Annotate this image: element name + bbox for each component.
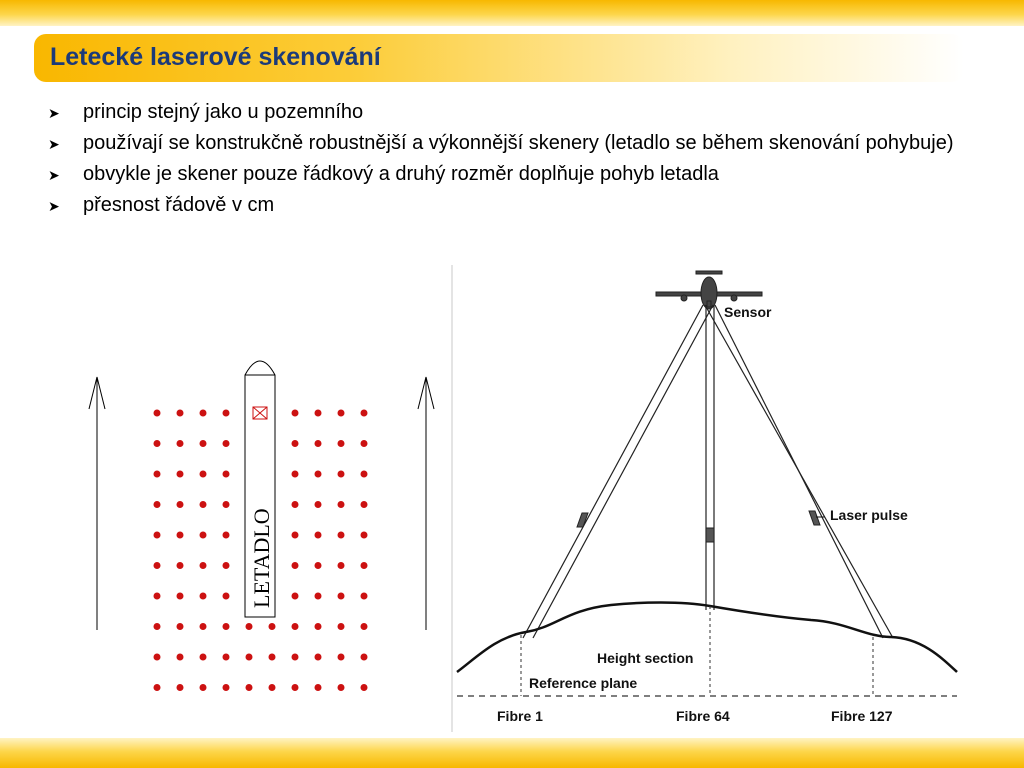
bullet-text: používají se konstrukčně robustnější a výkonnější skenery (letadlo se během skenování pohybuje) — [83, 132, 954, 154]
laser-dot — [338, 562, 345, 569]
laser-dot — [223, 684, 230, 691]
title-bar — [34, 34, 964, 82]
laser-dot — [177, 684, 184, 691]
laser-dot — [177, 471, 184, 478]
bottom-decorative-band — [0, 738, 1024, 768]
laser-dot — [154, 654, 161, 661]
laser-dot — [200, 501, 207, 508]
laser-dot — [246, 684, 253, 691]
laser-dot — [361, 440, 368, 447]
laser-dot — [177, 623, 184, 630]
laser-dot — [177, 593, 184, 600]
laser-dot — [154, 562, 161, 569]
laser-dot — [292, 501, 299, 508]
laser-dot — [223, 471, 230, 478]
plane-label: LETADLO — [249, 508, 274, 608]
laser-dot — [246, 654, 253, 661]
laser-dot — [292, 623, 299, 630]
laser-dot — [315, 623, 322, 630]
laser-dot — [361, 623, 368, 630]
laser-dot — [361, 562, 368, 569]
laser-dot — [315, 562, 322, 569]
height-section-label: Height section — [597, 650, 694, 666]
laser-dot — [361, 684, 368, 691]
laser-dot — [200, 684, 207, 691]
laser-dot — [292, 654, 299, 661]
laser-dot — [177, 410, 184, 417]
laser-dot — [338, 654, 345, 661]
laser-dot — [246, 623, 253, 630]
laser-dot — [154, 623, 161, 630]
laser-dot — [269, 623, 276, 630]
bullet-item — [48, 193, 978, 217]
laser-dot — [154, 532, 161, 539]
slide-title: Letecké laserové skenování — [50, 43, 381, 71]
laser-dot — [223, 501, 230, 508]
laser-dot — [200, 410, 207, 417]
laser-dot — [292, 532, 299, 539]
terrain-profile — [457, 603, 957, 673]
laser-beams — [523, 305, 893, 638]
bullet-item — [48, 100, 978, 124]
laser-dot — [338, 471, 345, 478]
laser-dot — [223, 654, 230, 661]
laser-dot — [200, 440, 207, 447]
laser-dot — [154, 410, 161, 417]
laser-dot — [315, 684, 322, 691]
laser-dot — [177, 654, 184, 661]
bullet-arrow-icon: ➤ — [48, 105, 60, 121]
laser-dot — [338, 501, 345, 508]
reference-plane-label: Reference plane — [529, 675, 638, 691]
laser-dot — [154, 501, 161, 508]
laser-dot — [361, 471, 368, 478]
laser-dot — [292, 684, 299, 691]
laser-dot — [315, 440, 322, 447]
laser-dot — [177, 501, 184, 508]
laser-dot — [200, 532, 207, 539]
laser-dot — [338, 410, 345, 417]
sensor-label: Sensor — [724, 304, 772, 320]
laser-pulse-markers — [577, 511, 820, 542]
laser-dot — [223, 440, 230, 447]
bullet-item — [48, 162, 978, 186]
laser-dot — [292, 471, 299, 478]
laser-dot — [200, 562, 207, 569]
laser-dot — [223, 410, 230, 417]
bullet-list — [48, 100, 978, 224]
sensor-scan-diagram — [451, 265, 967, 732]
laser-dot — [200, 593, 207, 600]
left-direction-arrow — [89, 377, 105, 630]
fibre-1-label: Fibre 1 — [497, 708, 543, 724]
fibre-127-label: Fibre 127 — [831, 708, 893, 724]
laser-dot — [361, 501, 368, 508]
laser-dot — [223, 593, 230, 600]
laser-dot — [200, 654, 207, 661]
laser-dot — [315, 501, 322, 508]
laser-dot — [154, 593, 161, 600]
bullet-text: obvykle je skener pouze řádkový a druhý rozměr doplňuje pohyb letadla — [83, 163, 719, 185]
laser-dot — [338, 684, 345, 691]
laser-dot — [361, 593, 368, 600]
laser-dot — [292, 410, 299, 417]
laser-dot — [223, 562, 230, 569]
bullet-arrow-icon: ➤ — [48, 136, 60, 152]
scanner-icon — [253, 407, 267, 419]
scan-pattern-diagram — [60, 345, 450, 705]
laser-dot — [269, 654, 276, 661]
laser-dot — [200, 623, 207, 630]
laser-dot — [177, 562, 184, 569]
laser-dot — [154, 440, 161, 447]
laser-dot — [361, 654, 368, 661]
laser-dot — [223, 532, 230, 539]
laser-dot — [315, 593, 322, 600]
bullet-arrow-icon: ➤ — [48, 167, 60, 183]
laser-dot — [315, 410, 322, 417]
laser-dot — [361, 532, 368, 539]
laser-dot — [154, 684, 161, 691]
laser-dot — [338, 593, 345, 600]
fibre-64-label: Fibre 64 — [676, 708, 730, 724]
laser-dot — [292, 440, 299, 447]
laser-dot — [292, 593, 299, 600]
laser-pulse-label: Laser pulse — [830, 507, 908, 523]
laser-dot — [338, 623, 345, 630]
top-decorative-band — [0, 0, 1024, 26]
laser-dot — [315, 471, 322, 478]
laser-dot — [361, 410, 368, 417]
laser-dot — [315, 532, 322, 539]
laser-dot — [223, 623, 230, 630]
laser-dot — [177, 440, 184, 447]
laser-dot — [315, 654, 322, 661]
bullet-text: přesnost řádově v cm — [83, 194, 275, 216]
bullet-text: princip stejný jako u pozemního — [83, 101, 364, 123]
bullet-item — [48, 131, 978, 155]
laser-dot — [269, 684, 276, 691]
laser-dot — [292, 562, 299, 569]
right-direction-arrow — [418, 377, 434, 630]
laser-dot — [338, 532, 345, 539]
laser-dot — [177, 532, 184, 539]
laser-dot — [200, 471, 207, 478]
bullet-arrow-icon: ➤ — [48, 198, 60, 214]
laser-dot — [154, 471, 161, 478]
laser-dot — [338, 440, 345, 447]
